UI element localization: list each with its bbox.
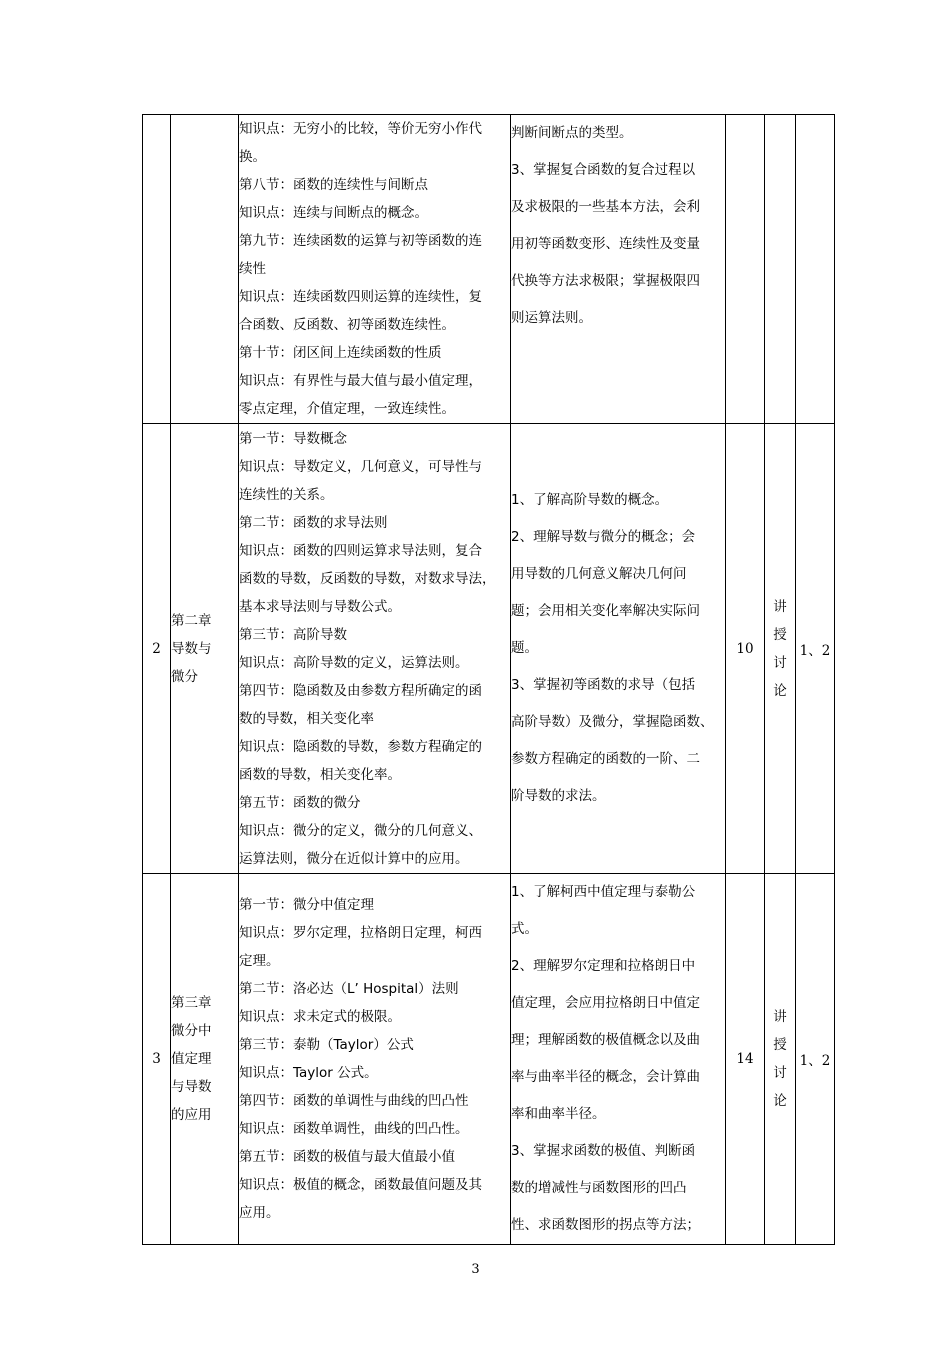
class-hours	[726, 115, 765, 424]
content-line: 第一节：微分中值定理	[239, 897, 374, 913]
goal-line: 用初等函数变形、连续性及变量	[511, 236, 700, 252]
content-line: 知识点：函数的四则运算求导法则，复合	[239, 542, 482, 559]
chapter-number: 3	[143, 874, 171, 1245]
goal-line: 3、掌握初等函数的求导（包括	[511, 677, 696, 693]
method-char: 讲	[773, 598, 787, 615]
content-line: 知识点：连续与间断点的概念。	[239, 205, 428, 221]
goal-line: 值定理，会应用拉格朗日中值定	[511, 995, 700, 1011]
goal-line: 3、掌握复合函数的复合过程以	[511, 162, 696, 178]
reference: 1、2	[796, 424, 835, 874]
goal-line: 及求极限的一些基本方法，会利	[511, 199, 700, 215]
content-line: 第五节：函数的极值与最大值最小值	[239, 1149, 455, 1165]
teaching-method	[765, 424, 796, 874]
content-line: 零点定理，介值定理，一致连续性。	[239, 401, 455, 417]
teaching-method	[765, 115, 796, 424]
table-row	[143, 874, 835, 1245]
method-char: 授	[773, 1037, 787, 1053]
chapter-number: 2	[143, 424, 171, 874]
table-row	[143, 424, 835, 874]
content-line: 知识点：罗尔定理，拉格朗日定理，柯西	[239, 925, 482, 941]
content-line: 定理。	[239, 953, 280, 969]
teaching-content	[239, 115, 511, 424]
goal-line: 代换等方法求极限；掌握极限四	[511, 273, 700, 289]
content-line: 第二节：洛必达（L’ Hospital）法则	[239, 981, 459, 997]
method-char: 论	[773, 682, 787, 699]
chapter-title-line: 微分	[171, 668, 198, 685]
learning-goals	[511, 115, 726, 424]
goal-line: 率和曲率半径。	[511, 1106, 606, 1122]
learning-goals	[511, 874, 726, 1245]
chapter-title-line: 微分中	[171, 1023, 212, 1039]
learning-goals	[511, 424, 726, 874]
teaching-content	[239, 424, 511, 874]
goal-line: 1、了解柯西中值定理与泰勒公	[511, 884, 696, 900]
content-line: 知识点：隐函数的导数，参数方程确定的	[239, 738, 482, 755]
content-line: 知识点：导数定义，几何意义，可导性与	[239, 458, 482, 475]
chapter-title	[171, 424, 239, 874]
syllabus-table	[142, 114, 835, 1245]
content-line: 第三节：高阶导数	[239, 626, 347, 643]
goal-line: 题。	[511, 640, 538, 656]
content-line: 连续性的关系。	[239, 486, 334, 503]
goal-line: 3、掌握求函数的极值、判断函	[511, 1143, 696, 1159]
content-line: 知识点：无穷小的比较，等价无穷小作代	[239, 121, 482, 137]
table-row	[143, 115, 835, 424]
content-line: 第九节：连续函数的运算与初等函数的连	[239, 233, 482, 249]
content-line: 第八节：函数的连续性与间断点	[239, 177, 428, 193]
content-line: 知识点：高阶导数的定义，运算法则。	[239, 654, 469, 671]
content-line: 知识点：微分的定义，微分的几何意义、	[239, 822, 482, 839]
content-line: 第三节：泰勒（Taylor）公式	[239, 1037, 414, 1053]
goal-line: 2、理解导数与微分的概念；会	[511, 529, 696, 545]
content-line: 数的导数，相关变化率	[239, 710, 374, 727]
content-line: 第二节：函数的求导法则	[239, 514, 388, 531]
goal-line: 用导数的几何意义解决几何问	[511, 566, 687, 582]
method-char: 授	[773, 626, 787, 643]
content-line: 知识点：Taylor 公式。	[239, 1065, 378, 1081]
goal-line: 式。	[511, 921, 538, 937]
content-line: 换。	[239, 149, 266, 165]
content-line: 知识点：连续函数四则运算的连续性，复	[239, 289, 482, 305]
goal-line: 1、了解高阶导数的概念。	[511, 492, 669, 508]
content-line: 知识点：函数单调性，曲线的凹凸性。	[239, 1121, 469, 1137]
chapter-title-line: 的应用	[171, 1107, 212, 1123]
goal-line: 阶导数的求法。	[511, 788, 606, 804]
method-char: 讲	[773, 1009, 787, 1025]
content-line: 知识点：极值的概念，函数最值问题及其	[239, 1177, 482, 1193]
chapter-title-line: 与导数	[171, 1079, 212, 1095]
chapter-title-line: 导数与	[171, 640, 212, 657]
goal-line: 则运算法则。	[511, 310, 592, 326]
content-line: 合函数、反函数、初等函数连续性。	[239, 317, 455, 333]
chapter-title-line: 值定理	[171, 1051, 212, 1067]
content-line: 函数的导数，反函数的导数，对数求导法，	[239, 570, 496, 587]
teaching-content	[239, 874, 511, 1245]
goal-line: 判断间断点的类型。	[511, 125, 633, 141]
content-line: 运算法则，微分在近似计算中的应用。	[239, 850, 469, 867]
method-char: 论	[773, 1093, 787, 1109]
class-hours: 14	[726, 874, 765, 1245]
method-char: 讨	[773, 654, 787, 671]
chapter-title-line: 第三章	[171, 995, 212, 1011]
chapter-title	[171, 115, 239, 424]
goal-line: 数的增减性与函数图形的凹凸	[511, 1180, 687, 1196]
goal-line: 理；理解函数的极值概念以及曲	[511, 1032, 700, 1048]
content-line: 函数的导数，相关变化率。	[239, 766, 401, 783]
content-line: 基本求导法则与导数公式。	[239, 598, 401, 615]
chapter-number	[143, 115, 171, 424]
page-number: 3	[471, 1262, 480, 1277]
goal-line: 率与曲率半径的概念，会计算曲	[511, 1069, 700, 1085]
goal-line: 题；会用相关变化率解决实际问	[511, 603, 700, 619]
content-line: 第四节：函数的单调性与曲线的凹凸性	[239, 1093, 469, 1109]
chapter-title	[171, 874, 239, 1245]
content-line: 第十节：闭区间上连续函数的性质	[239, 345, 442, 361]
teaching-method	[765, 874, 796, 1245]
content-line: 第五节：函数的微分	[239, 794, 361, 811]
content-line: 续性	[239, 261, 266, 277]
content-line: 应用。	[239, 1205, 280, 1221]
content-line: 第一节：导数概念	[239, 430, 347, 447]
class-hours: 10	[726, 424, 765, 874]
goal-line: 参数方程确定的函数的一阶、二	[511, 751, 700, 767]
chapter-title-line: 第二章	[171, 612, 212, 629]
goal-line: 高阶导数）及微分，掌握隐函数、	[511, 714, 714, 730]
content-line: 第四节：隐函数及由参数方程所确定的函	[239, 682, 482, 699]
method-char: 讨	[773, 1065, 787, 1081]
goal-line: 性、求函数图形的拐点等方法；	[511, 1217, 700, 1233]
content-line: 知识点：求未定式的极限。	[239, 1009, 401, 1025]
goal-line: 2、理解罗尔定理和拉格朗日中	[511, 958, 696, 974]
content-line: 知识点：有界性与最大值与最小值定理，	[239, 373, 482, 389]
reference	[796, 115, 835, 424]
reference: 1、2	[796, 874, 835, 1245]
